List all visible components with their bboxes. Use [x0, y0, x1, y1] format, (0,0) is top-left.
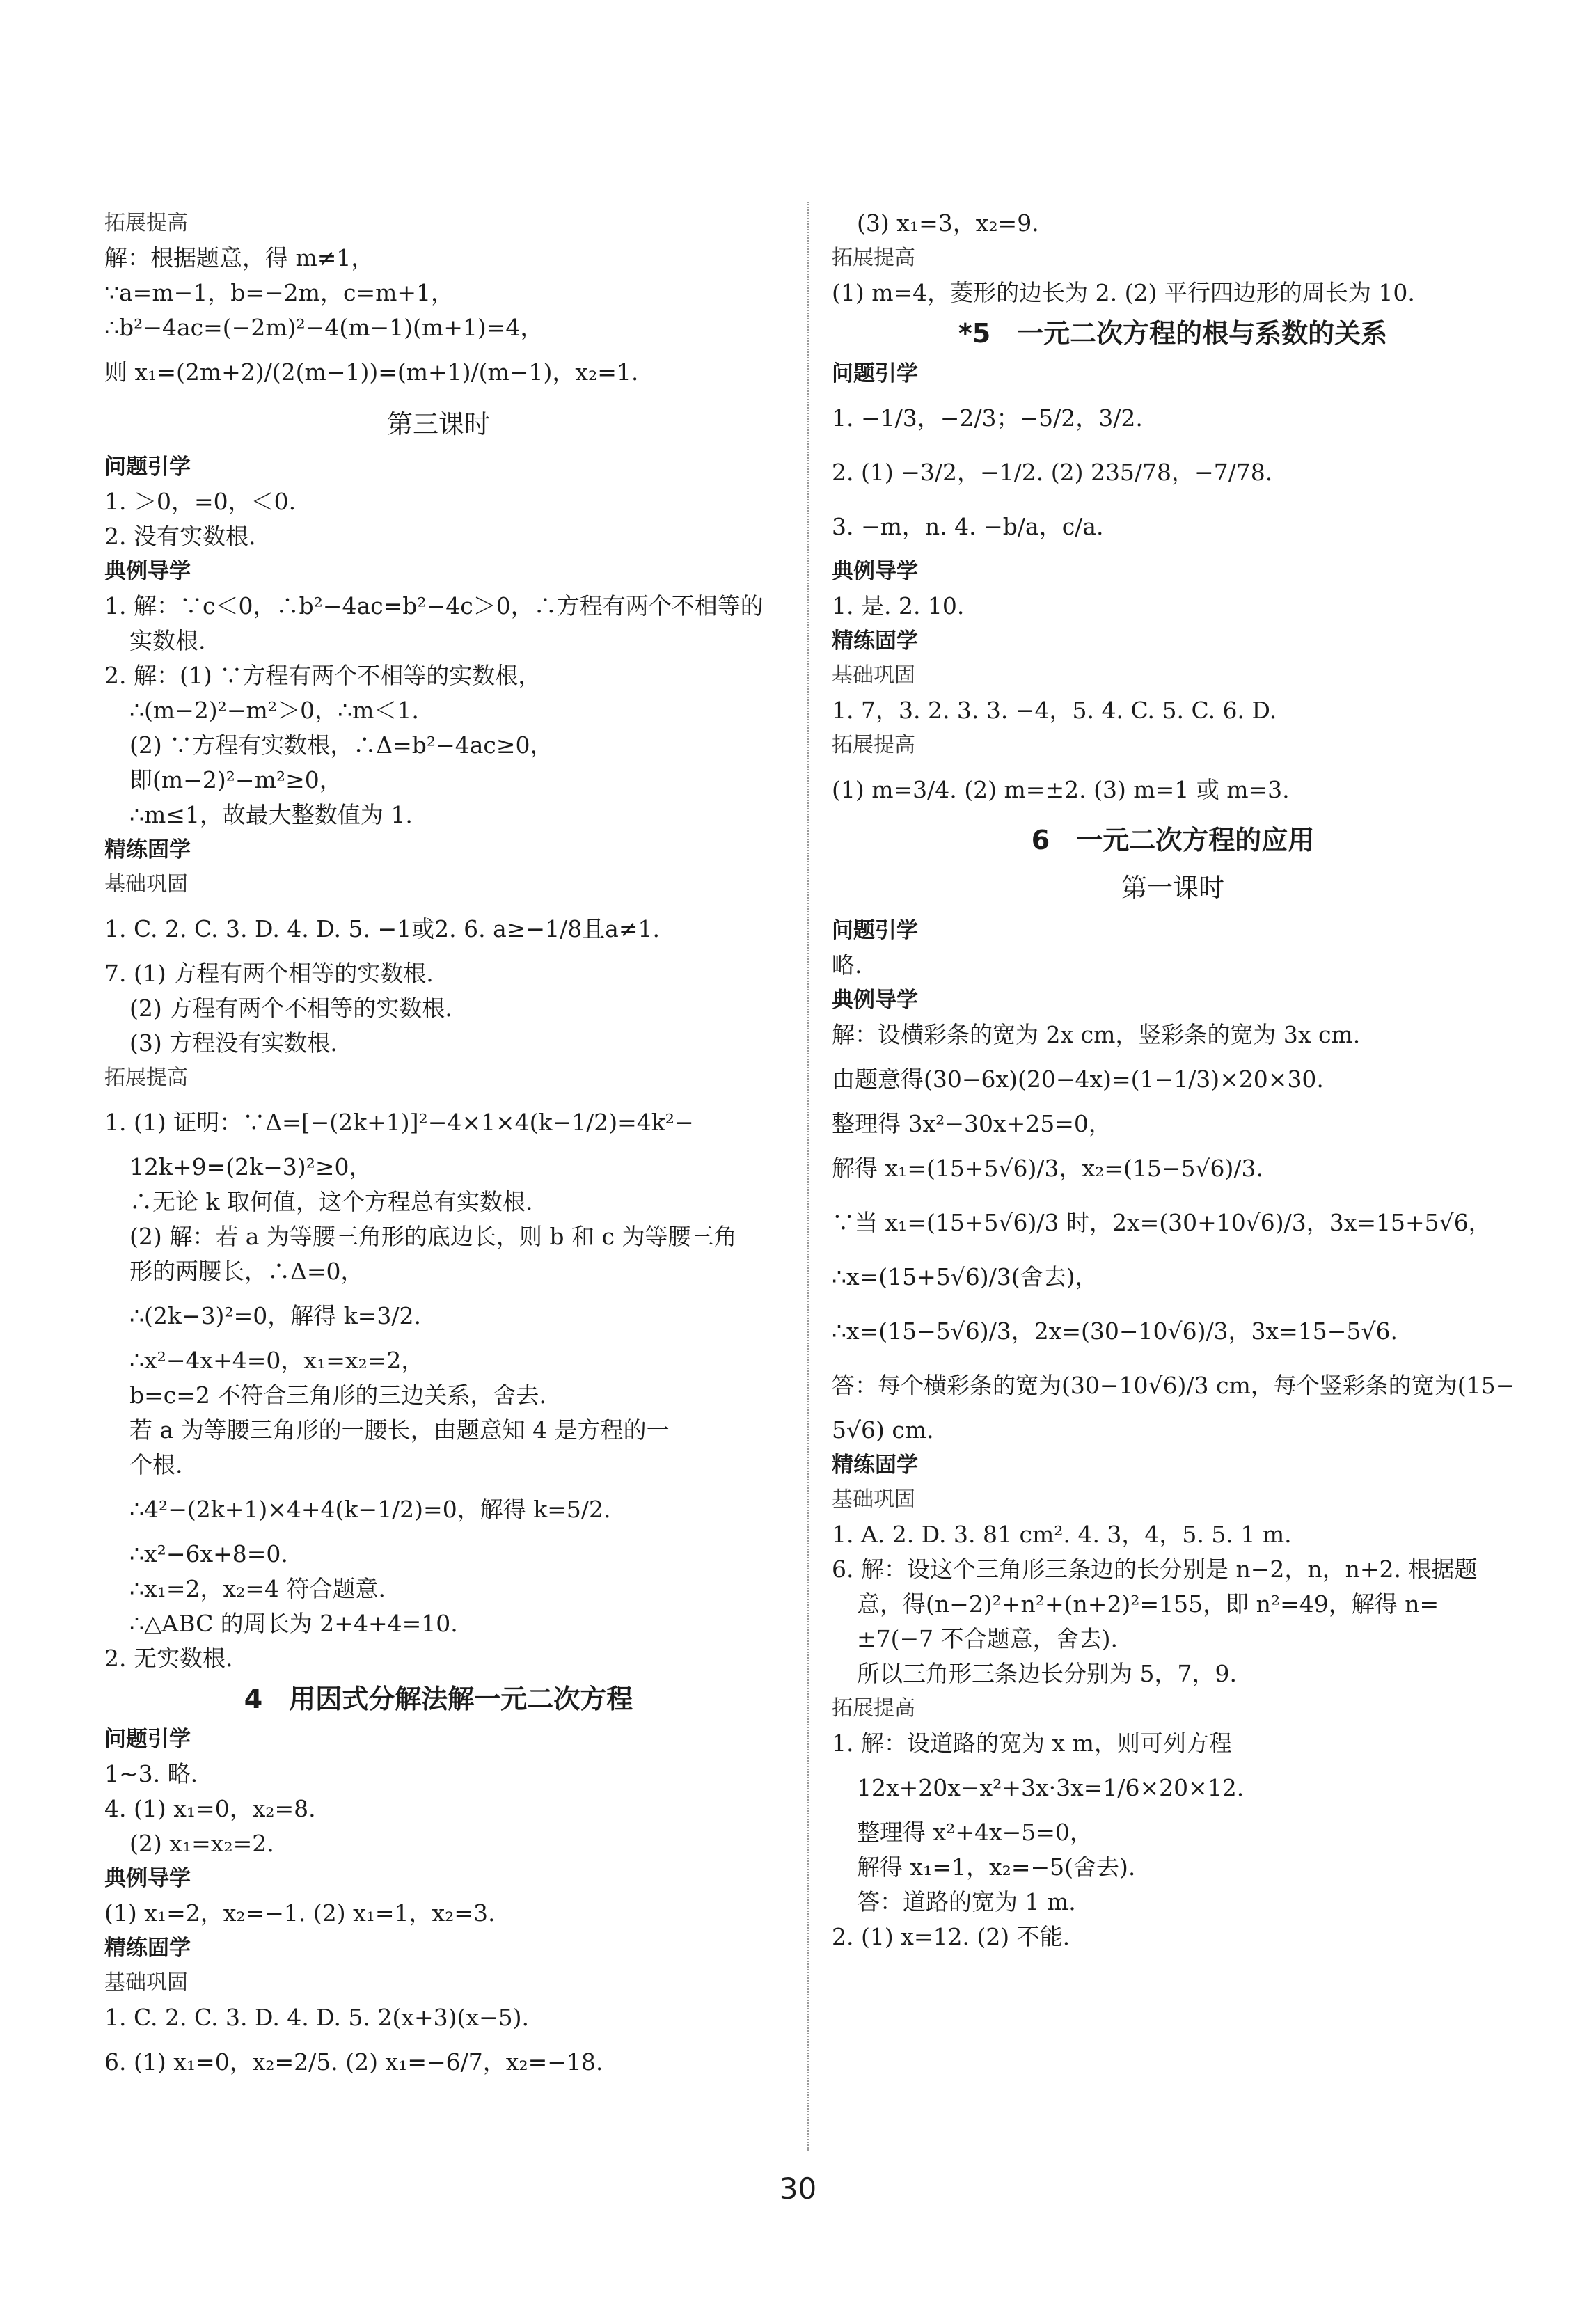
text-line: 1. 解：∵c＜0，∴b²−4ac=b²−4c＞0，∴方程有两个不相等的 — [104, 592, 764, 619]
text-line: (3) x₁=3，x₂=9. — [857, 209, 1039, 237]
section-heading: 典例导学 — [104, 1866, 191, 1891]
text-line: (1) m=3/4. (2) m=±2. (3) m=1 或 m=3. — [832, 776, 1290, 803]
column-divider — [807, 202, 809, 2151]
text-line: 实数根. — [129, 627, 206, 654]
text-line: 4. (1) x₁=0，x₂=8. — [104, 1795, 316, 1822]
section-heading: 问题引学 — [832, 361, 918, 386]
text-line: 略. — [832, 951, 862, 979]
text-line: (2) ∵方程有实数根，∴Δ=b²−4ac≥0， — [129, 732, 553, 759]
text-line: ∵a=m−1，b=−2m，c=m+1， — [104, 279, 455, 306]
text-line: ∴x=(15+5√6)/3(舍去)， — [832, 1263, 1098, 1290]
subsection-label: 拓展提高 — [832, 246, 915, 270]
text-line: (1) x₁=2，x₂=−1. (2) x₁=1，x₂=3. — [104, 1899, 496, 1927]
text-line: 所以三角形三条边长分别为 5，7，9. — [857, 1660, 1237, 1687]
subsection-label: 基础巩固 — [832, 1487, 915, 1512]
left-column — [104, 206, 773, 2089]
text-line: 3. −m，n. 4. −b/a，c/a. — [832, 513, 1104, 540]
text-line: (1) m=4，菱形的边长为 2. (2) 平行四边形的周长为 10. — [832, 279, 1415, 306]
page-number: 30 — [779, 2172, 817, 2206]
subsection-label: 拓展提高 — [832, 733, 915, 757]
section-heading: 精练固学 — [104, 1936, 191, 1961]
text-line: 7. (1) 方程有两个相等的实数根. — [104, 960, 434, 987]
chapter-title: 4 用因式分解法解一元二次方程 — [244, 1684, 633, 1714]
text-line: 1. 解：设道路的宽为 x m，则可列方程 — [832, 1730, 1232, 1757]
text-line: 解：设横彩条的宽为 2x cm，竖彩条的宽为 3x cm. — [832, 1021, 1361, 1048]
text-line: 答：道路的宽为 1 m. — [857, 1888, 1076, 1915]
text-line: 1~3. 略. — [104, 1760, 198, 1787]
text-line: ∴4²−(2k+1)×4+4(k−1/2)=0，解得 k=5/2. — [129, 1496, 611, 1523]
text-line: ∴x²−4x+4=0，x₁=x₂=2， — [129, 1347, 425, 1374]
text-line: ∴△ABC 的周长为 2+4+4=10. — [129, 1610, 458, 1637]
subsection-label: 拓展提高 — [832, 1696, 915, 1721]
text-line: 1. C. 2. C. 3. D. 4. D. 5. 2(x+3)(x−5). — [104, 2004, 530, 2031]
text-line: (2) 方程有两个不相等的实数根. — [129, 995, 452, 1022]
text-line: 1. ＞0，=0，＜0. — [104, 488, 297, 515]
text-line: 若 a 为等腰三角形的一腰长，由题意知 4 是方程的一 — [129, 1416, 670, 1444]
section-heading: 精练固学 — [104, 837, 191, 862]
chapter-title: *5 一元二次方程的根与系数的关系 — [958, 318, 1388, 349]
chapter-title: 6 一元二次方程的应用 — [1031, 825, 1315, 855]
text-line: (2) x₁=x₂=2. — [129, 1830, 274, 1857]
text-line: 2. (1) −3/2，−1/2. (2) 235/78，−7/78. — [832, 459, 1273, 486]
text-line: ∴m≤1，故最大整数值为 1. — [129, 801, 413, 828]
section-heading: 问题引学 — [104, 1727, 191, 1752]
text-line: 整理得 x²+4x−5=0， — [857, 1819, 1093, 1846]
text-line: 1. (1) 证明：∵Δ=[−(2k+1)]²−4×1×4(k−1/2)=4k²− — [104, 1109, 694, 1136]
section-heading: 典例导学 — [832, 988, 918, 1013]
text-line: ∵当 x₁=(15+5√6)/3 时，2x=(30+10√6)/3，3x=15+5√6， — [832, 1209, 1492, 1236]
subsection-label: 基础巩固 — [832, 663, 915, 688]
text-line: 12k+9=(2k−3)²≥0， — [129, 1153, 372, 1180]
section-heading: 精练固学 — [832, 1453, 918, 1478]
text-line: ∴x=(15−5√6)/3，2x=(30−10√6)/3，3x=15−5√6. — [832, 1318, 1398, 1345]
text-line: 1. 7，3. 2. 3. 3. −4，5. 4. C. 5. C. 6. D. — [832, 697, 1277, 724]
text-line: 12x+20x−x²+3x·3x=1/6×20×12. — [857, 1774, 1245, 1801]
text-line: 则 x₁=(2m+2)/(2(m−1))=(m+1)/(m−1)，x₂=1. — [104, 358, 639, 386]
text-line: ∴(m−2)²−m²＞0，∴m＜1. — [129, 697, 419, 724]
text-line: 解得 x₁=1，x₂=−5(舍去). — [857, 1853, 1136, 1881]
text-line: 2. (1) x=12. (2) 不能. — [832, 1923, 1070, 1950]
text-line: 解得 x₁=(15+5√6)/3，x₂=(15−5√6)/3. — [832, 1155, 1264, 1182]
text-line: 5√6) cm. — [832, 1416, 934, 1444]
text-line: 个根. — [129, 1451, 183, 1478]
text-line: b=c=2 不符合三角形的三边关系，舍去. — [129, 1382, 546, 1409]
text-line: 6. (1) x₁=0，x₂=2/5. (2) x₁=−6/7，x₂=−18. — [104, 2048, 603, 2075]
text-line: 1. A. 2. D. 3. 81 cm². 4. 3，4，5. 5. 1 m. — [832, 1521, 1292, 1548]
text-line: 6. 解：设这个三角形三条边的长分别是 n−2，n，n+2. 根据题 — [832, 1556, 1478, 1583]
section-heading: 问题引学 — [832, 918, 918, 943]
text-line: 1. −1/3，−2/3；−5/2，3/2. — [832, 404, 1143, 432]
text-line: ∴b²−4ac=(−2m)²−4(m−1)(m+1)=4， — [104, 314, 544, 341]
text-line: ∴x²−6x+8=0. — [129, 1540, 288, 1567]
subsection-label: 基础巩固 — [104, 1970, 188, 1995]
subsection-label: 拓展提高 — [104, 211, 188, 235]
text-line: 形的两腰长，∴Δ=0， — [129, 1258, 364, 1285]
text-line: (2) 解：若 a 为等腰三角形的底边长，则 b 和 c 为等腰三角 — [129, 1223, 737, 1250]
text-line: 2. 解：(1) ∵方程有两个不相等的实数根， — [104, 662, 542, 689]
subsection-label: 基础巩固 — [104, 872, 188, 896]
text-line: (3) 方程没有实数根. — [129, 1029, 338, 1057]
text-line: 即(m−2)²−m²≥0， — [129, 766, 342, 793]
text-line: 2. 没有实数根. — [104, 523, 256, 550]
text-line: 1. C. 2. C. 3. D. 4. D. 5. −1或2. 6. a≥−1/8且a≠1. — [104, 915, 660, 942]
lesson-title: 第一课时 — [1121, 873, 1224, 903]
lesson-title: 第三课时 — [387, 409, 490, 439]
right-column — [832, 206, 1514, 1954]
text-line: 意，得(n−2)²+n²+(n+2)²=155，即 n²=49，解得 n= — [857, 1590, 1439, 1618]
text-line: ±7(−7 不合题意，舍去). — [857, 1625, 1119, 1652]
section-heading: 典例导学 — [832, 559, 918, 584]
subsection-label: 拓展提高 — [104, 1066, 188, 1090]
text-line: ∴(2k−3)²=0，解得 k=3/2. — [129, 1302, 421, 1329]
text-line: 由题意得(30−6x)(20−4x)=(1−1/3)×20×30. — [832, 1066, 1324, 1093]
section-heading: 问题引学 — [104, 454, 191, 480]
text-line: 2. 无实数根. — [104, 1645, 233, 1672]
text-line: 1. 是. 2. 10. — [832, 592, 965, 619]
text-line: ∴无论 k 取何值，这个方程总有实数根. — [129, 1188, 533, 1215]
text-line: 整理得 3x²−30x+25=0， — [832, 1110, 1112, 1137]
text-line: 答：每个横彩条的宽为(30−10√6)/3 cm，每个竖彩条的宽为(15− — [832, 1372, 1515, 1399]
section-heading: 精练固学 — [832, 628, 918, 654]
text-line: 解：根据题意，得 m≠1， — [104, 244, 374, 271]
text-line: ∴x₁=2，x₂=4 符合题意. — [129, 1575, 386, 1602]
section-heading: 典例导学 — [104, 559, 191, 584]
